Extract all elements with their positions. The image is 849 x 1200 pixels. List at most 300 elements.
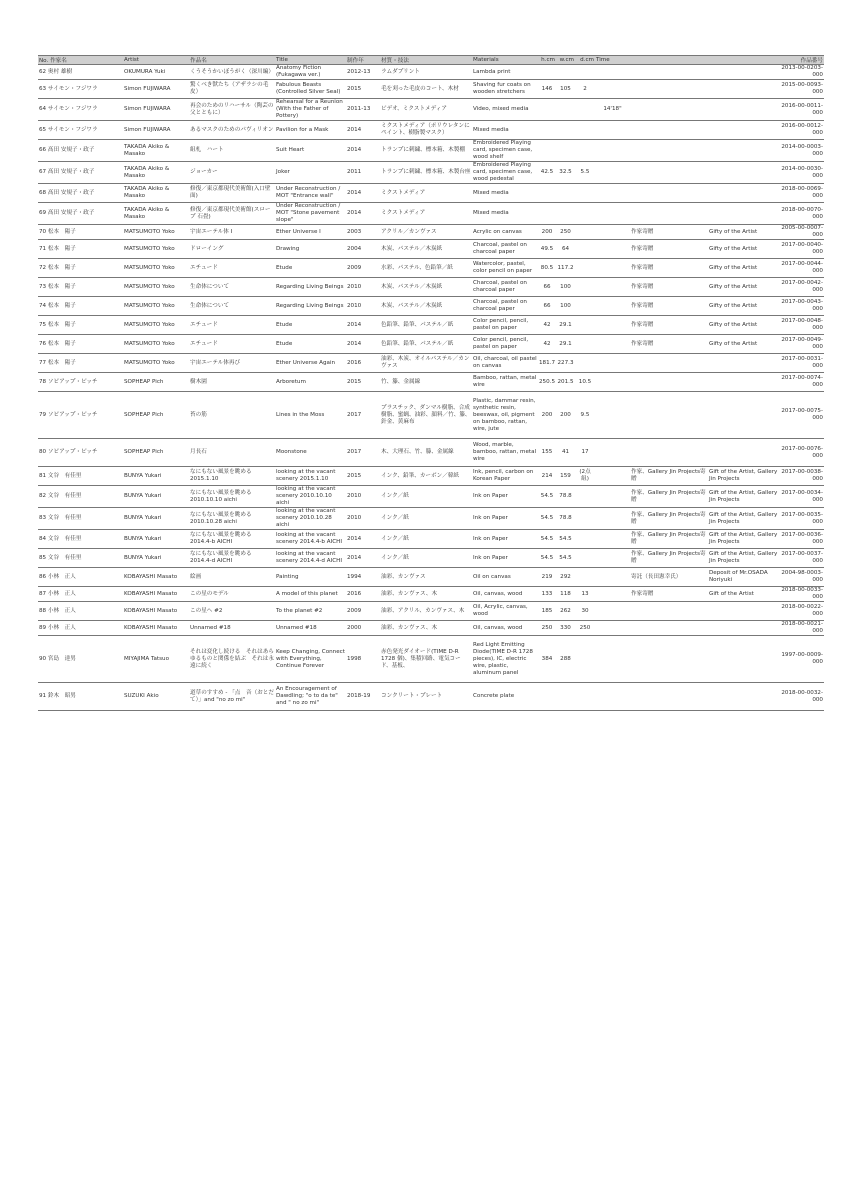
cell-title-en: Under Reconstruction / MOT "Entrance wall": [275, 184, 346, 203]
cell-depth: [575, 184, 595, 203]
cell-year: 2010: [346, 508, 380, 530]
cell-material-en: Ink on Paper: [472, 508, 538, 530]
cell-credit-ja: [630, 184, 708, 203]
cell-credit-en: Gifty of the Artist: [708, 335, 780, 354]
cell-year: 2009: [346, 259, 380, 278]
table-row: [38, 140, 824, 162]
cell-height: 54.5: [538, 549, 556, 568]
cell-time: [595, 259, 630, 278]
cell-depth: 30: [575, 602, 595, 621]
cell-width: 262: [556, 602, 575, 621]
cell-artist: TAKADA Akiko & Masako: [123, 203, 189, 225]
cell-material-en: Charcoal, pastel on charcoal paper: [472, 240, 538, 259]
cell-depth: 250: [575, 621, 595, 636]
cell-work-number: 2018-00-0070-000: [780, 203, 824, 225]
cell-title-en: looking at the vacant scenery 2010.10.10 aichi: [275, 486, 346, 508]
cell-year: 2000: [346, 621, 380, 636]
table-row: [38, 203, 824, 225]
cell-title-en: Pavilion for a Mask: [275, 121, 346, 140]
cell-depth: [575, 99, 595, 121]
cell-material-ja: インク／紙: [380, 486, 472, 508]
cell-height: 214: [538, 467, 556, 486]
cell-title-en: Ether Universe Ⅰ: [275, 225, 346, 240]
cell-title-ja: この星のモデル: [189, 587, 275, 602]
table-row: [38, 80, 824, 99]
cell-height: [538, 99, 556, 121]
cell-width: 54.5: [556, 549, 575, 568]
cell-title-ja: この星へ #2: [189, 602, 275, 621]
cell-title-en: To the planet #2: [275, 602, 346, 621]
cell-material-ja: ミクストメディア（ポリウレタンにペイント、樹脂製マスク）: [380, 121, 472, 140]
cell-width: 201.5: [556, 373, 575, 392]
cell-work-number: 2015-00-0093-000: [780, 80, 824, 99]
cell-work-number: 2017-00-0049-000: [780, 335, 824, 354]
table-row: [38, 621, 824, 636]
cell-no-artist-ja: 86 小林 正人: [38, 568, 123, 587]
cell-year: 2015: [346, 373, 380, 392]
cell-material-en: Color pencil, pencil, pastel on paper: [472, 316, 538, 335]
cell-material-ja: トランプに刺繍、標本箱、木製棚: [380, 140, 472, 162]
cell-credit-en: Deposit of Mr.OSADA Noriyuki: [708, 568, 780, 587]
cell-work-number: 2017-00-0074-000: [780, 373, 824, 392]
cell-material-en: Shaving fur coats on wooden stretchers: [472, 80, 538, 99]
cell-material-ja: 油彩、カンヴァス、木: [380, 621, 472, 636]
cell-title-ja: Unnamed #18: [189, 621, 275, 636]
cell-year: 2016: [346, 354, 380, 373]
cell-work-number: 2017-00-0075-000: [780, 392, 824, 439]
cell-credit-en: Gifty of the Artist: [708, 259, 780, 278]
cell-height: 42.5: [538, 162, 556, 184]
cell-material-en: Oil, charcoal, oil pastel on canvas: [472, 354, 538, 373]
cell-no-artist-ja: 70 松本 陽子: [38, 225, 123, 240]
cell-credit-en: Gifty of the Artist: [708, 225, 780, 240]
cell-time: [595, 203, 630, 225]
table-row: [38, 121, 824, 140]
cell-depth: 2: [575, 80, 595, 99]
cell-height: 219: [538, 568, 556, 587]
cell-year: 2018-19: [346, 683, 380, 711]
cell-no-artist-ja: 89 小林 正人: [38, 621, 123, 636]
cell-material-en: Bamboo, rattan, metal wire: [472, 373, 538, 392]
cell-depth: [575, 225, 595, 240]
cell-time: [595, 140, 630, 162]
cell-no-artist-ja: 83 文谷 有佳里: [38, 508, 123, 530]
cell-work-number: 2018-00-0021-000: [781, 621, 823, 634]
cell-credit-ja: 作家寄贈: [630, 240, 708, 259]
cell-work-number: 2016-00-0011-000: [780, 99, 824, 121]
cell-time: [595, 297, 630, 316]
cell-width: 41: [556, 439, 575, 467]
cell-width: 78.8: [556, 486, 575, 508]
cell-credit-ja: [630, 354, 708, 373]
cell-title-ja: 宇宙エーテル体再び: [189, 354, 275, 373]
cell-time: [595, 240, 630, 259]
cell-time: [595, 549, 630, 568]
cell-material-en: Mixed media: [472, 203, 538, 225]
cell-artist: KOBAYASHI Masato: [123, 621, 189, 636]
cell-width: 330: [556, 621, 575, 636]
cell-credit-ja: [630, 683, 708, 711]
table-row: [38, 278, 824, 297]
cell-title-ja: 絵画: [189, 568, 275, 587]
cell-time: [595, 278, 630, 297]
cell-artist: MATSUMOTO Yoko: [123, 316, 189, 335]
cell-material-ja: 赤色発光ダイオード(TIME D-R 1728 個)、集積回路、電気コード、基板、: [380, 636, 472, 683]
cell-work-number: 2014-00-0003-000: [780, 140, 824, 162]
cell-title-ja: 修復／東京都現代美術館(入口壁面): [189, 184, 275, 203]
cell-depth: [575, 335, 595, 354]
cell-credit-en: [708, 683, 780, 711]
cell-credit-ja: 作家寄贈: [630, 316, 708, 335]
cell-no-artist-ja: 80 ソピアップ・ピッチ: [38, 439, 123, 467]
cell-artist: MATSUMOTO Yoko: [123, 297, 189, 316]
cell-width: 100: [556, 297, 575, 316]
cell-credit-ja: 作家、Gallery Jin Projects寄贈: [630, 467, 708, 486]
cell-depth: [575, 549, 595, 568]
header-work-number: 作品番号: [780, 56, 824, 65]
cell-material-en: Ink on Paper: [472, 530, 538, 549]
cell-width: 29.1: [556, 316, 575, 335]
table-row: [38, 373, 824, 392]
cell-title-ja: なにもない風景を眺める 2015.1.10: [189, 467, 275, 486]
table-row: [38, 316, 824, 335]
table-row: [38, 99, 824, 121]
cell-work-number: 2017-00-0031-000: [780, 354, 824, 373]
cell-artist: SOPHEAP Pich: [123, 373, 189, 392]
cell-year: 2017: [346, 439, 380, 467]
cell-work-number: 2017-00-0036-000: [780, 530, 824, 549]
cell-artist: KOBAYASHI Masato: [123, 568, 189, 587]
cell-title-en: Ether Universe Again: [275, 354, 346, 373]
cell-depth: [575, 486, 595, 508]
cell-material-en: Ink on Paper: [472, 486, 538, 508]
cell-time: [595, 316, 630, 335]
cell-credit-en: Gift of the Artist, Gallery Jin Projects: [708, 467, 780, 486]
cell-credit-ja: [630, 392, 708, 439]
cell-title-en: Regarding Living Beings: [275, 297, 346, 316]
cell-height: [538, 203, 556, 225]
cell-credit-ja: 作家、Gallery Jin Projects寄贈: [630, 508, 708, 530]
cell-work-number: 2017-00-0035-000: [780, 508, 824, 530]
cell-depth: 13: [575, 587, 595, 602]
cell-artist: BUNYA Yukari: [123, 486, 189, 508]
cell-time: [595, 392, 630, 439]
cell-depth: [575, 65, 595, 80]
cell-artist: Simon FUJIWARA: [123, 80, 189, 99]
cell-height: 54.5: [538, 530, 556, 549]
cell-no-artist-ja: 67 髙田 安規子・政子: [38, 162, 123, 184]
cell-work-number: 2017-00-0037-000: [780, 549, 824, 568]
cell-depth: [575, 354, 595, 373]
cell-credit-en: [708, 602, 780, 621]
cell-height: 200: [538, 225, 556, 240]
cell-credit-ja: 作家、Gallery Jin Projects寄贈: [630, 530, 708, 549]
cell-title-ja: 苔の筋: [189, 392, 275, 439]
header-no-artist-ja: No. 作家名: [38, 56, 123, 65]
cell-title-ja: 道草のすすめ - 「点 音（おとだて）」and "no zo mi": [189, 683, 275, 711]
cell-artist: TAKADA Akiko & Masako: [123, 184, 189, 203]
cell-material-ja: ラムダプリント: [380, 65, 472, 80]
cell-title-en: An Encouragement of Dawdling; "o to da te" and " no zo mi": [275, 683, 346, 711]
cell-no-artist-ja: 71 松本 陽子: [38, 240, 123, 259]
cell-height: [538, 683, 556, 711]
cell-height: 54.5: [538, 486, 556, 508]
cell-width: 32.5: [556, 162, 575, 184]
cell-material-ja: 色鉛筆、鉛筆、パステル／紙: [380, 316, 472, 335]
table-row: [38, 354, 824, 373]
cell-width: [556, 184, 575, 203]
cell-material-ja: 木炭、パステル／木炭紙: [380, 278, 472, 297]
cell-title-en: Anatomy Fiction (Fukagawa ver.): [275, 65, 346, 80]
cell-title-en: Suit Heart: [275, 140, 346, 162]
cell-width: 292: [556, 568, 575, 587]
cell-material-ja: コンクリート・プレート: [380, 683, 472, 711]
cell-no-artist-ja: 69 髙田 安規子・政子: [38, 203, 123, 225]
cell-material-ja: 水彩、パステル、色鉛筆／紙: [380, 259, 472, 278]
cell-material-ja: プラスチック、ダンマル樹脂、合成樹脂、蜜蝋、油彩、顔料／竹、籐、針金、黄麻布: [380, 392, 472, 439]
cell-time: [595, 80, 630, 99]
cell-height: [538, 184, 556, 203]
cell-height: 181.7: [538, 354, 556, 373]
cell-work-number: 2017-00-0038-000: [780, 467, 824, 486]
cell-title-ja: 樹木園: [189, 373, 275, 392]
cell-title-ja: 生命体について: [189, 278, 275, 297]
cell-depth: [575, 297, 595, 316]
cell-width: 200: [556, 392, 575, 439]
cell-artist: MATSUMOTO Yoko: [123, 335, 189, 354]
cell-time: [595, 439, 630, 467]
cell-year: 2014: [346, 140, 380, 162]
cell-title-en: Lines in the Moss: [275, 392, 346, 439]
cell-title-en: Etude: [275, 259, 346, 278]
cell-depth: 17: [575, 439, 595, 467]
cell-material-en: Watercolor, pastel, color pencil on paper: [472, 259, 538, 278]
cell-title-ja: 驚くべき獣たち（アザラシの毛皮）: [189, 80, 275, 99]
cell-material-ja: 竹、籐、金属線: [380, 373, 472, 392]
cell-title-en: Keep Changing, Connect with Everything, Continue Forever: [275, 636, 346, 683]
cell-time: [595, 184, 630, 203]
table-row: [38, 549, 824, 568]
cell-material-ja: 油彩、カンヴァス: [380, 568, 472, 587]
cell-work-number: 2018-00-0033-000: [781, 587, 823, 600]
cell-credit-ja: [630, 121, 708, 140]
cell-depth: [575, 683, 595, 711]
cell-title-ja: エチュード: [189, 316, 275, 335]
cell-depth: [575, 140, 595, 162]
cell-credit-en: [708, 439, 780, 467]
cell-credit-ja: [630, 65, 708, 80]
table-row: [38, 683, 824, 711]
cell-width: 250: [556, 225, 575, 240]
cell-title-ja: なにもない風景を眺める 2014.4-d AICHI: [189, 549, 275, 568]
cell-depth: [575, 530, 595, 549]
cell-artist: TAKADA Akiko & Masako: [123, 162, 189, 184]
cell-artist: TAKADA Akiko & Masako: [123, 140, 189, 162]
cell-material-ja: インク、鉛筆、カーボン／韓紙: [380, 467, 472, 486]
cell-depth: [575, 278, 595, 297]
cell-year: 2015: [346, 80, 380, 99]
cell-material-ja: インク／紙: [380, 508, 472, 530]
cell-no-artist-ja: 85 文谷 有佳里: [38, 549, 123, 568]
cell-title-ja: 生命体について: [189, 297, 275, 316]
cell-credit-en: Gift of the Artist, Gallery Jin Projects: [708, 549, 780, 568]
cell-material-ja: インク／紙: [380, 549, 472, 568]
cell-artist: KOBAYASHI Masato: [123, 602, 189, 621]
cell-credit-ja: 作家寄贈: [630, 335, 708, 354]
cell-depth: [575, 316, 595, 335]
cell-no-artist-ja: 79 ソピアップ・ピッチ: [38, 392, 123, 439]
cell-material-ja: トランプに刺繍、標本箱、木製台座: [380, 162, 472, 184]
table-row: [38, 602, 824, 621]
cell-height: 49.5: [538, 240, 556, 259]
table-row: [38, 335, 824, 354]
cell-credit-ja: [630, 602, 708, 621]
cell-depth: 9.5: [575, 392, 595, 439]
cell-credit-en: Gifty of the Artist: [708, 316, 780, 335]
table-row: [38, 530, 824, 549]
cell-artist: MATSUMOTO Yoko: [123, 354, 189, 373]
cell-credit-en: [708, 184, 780, 203]
cell-artist: SOPHEAP Pich: [123, 392, 189, 439]
cell-work-number: 2004-98-0003-000: [780, 568, 824, 587]
cell-artist: MIYAJIMA Tatsuo: [123, 636, 189, 683]
cell-work-number: 1997-00-0009-000: [780, 636, 824, 683]
cell-credit-ja: [630, 636, 708, 683]
cell-material-en: Mixed media: [472, 121, 538, 140]
table-row: [38, 297, 824, 316]
cell-year: 2010: [346, 278, 380, 297]
cell-material-ja: 木炭、パステル／木炭紙: [380, 297, 472, 316]
header-title-en: Title: [275, 56, 346, 65]
cell-height: 146: [538, 80, 556, 99]
header-year: 制作年: [346, 56, 380, 65]
cell-year: 2014: [346, 530, 380, 549]
cell-no-artist-ja: 65 サイモン・フジワラ: [38, 121, 123, 140]
cell-year: 2016: [346, 587, 380, 602]
table-row: [38, 259, 824, 278]
cell-credit-ja: 寄託（長田憲幸氏）: [630, 568, 708, 587]
cell-title-en: looking at the vacant scenery 2010.10.28 aichi: [275, 508, 346, 530]
table-row: [38, 184, 824, 203]
cell-credit-en: Gifty of the Artist: [708, 240, 780, 259]
cell-artist: MATSUMOTO Yoko: [123, 278, 189, 297]
header-artist: Artist: [123, 56, 189, 65]
cell-artist: MATSUMOTO Yoko: [123, 240, 189, 259]
header-credit-ja: [630, 56, 708, 65]
cell-work-number: 2017-00-0034-000: [780, 486, 824, 508]
cell-title-en: Painting: [275, 568, 346, 587]
cell-material-en: Charcoal, pastel on charcoal paper: [472, 278, 538, 297]
cell-title-en: Etude: [275, 316, 346, 335]
cell-credit-en: [708, 162, 780, 184]
cell-material-ja: ビデオ、ミクストメディア: [380, 99, 472, 121]
cell-artist: MATSUMOTO Yoko: [123, 225, 189, 240]
cell-no-artist-ja: 90 宮島 達男: [38, 636, 123, 683]
cell-width: 64: [556, 240, 575, 259]
cell-material-en: Mixed media: [472, 184, 538, 203]
cell-title-ja: くうそうかいぼうがく（深川編）: [189, 65, 275, 80]
cell-artist: MATSUMOTO Yoko: [123, 259, 189, 278]
cell-title-ja: あるマスクのためのパヴィリオン: [189, 121, 275, 140]
cell-title-ja: 月長石: [189, 439, 275, 467]
cell-credit-ja: [630, 140, 708, 162]
cell-title-en: Drawing: [275, 240, 346, 259]
cell-time: [595, 636, 630, 683]
cell-no-artist-ja: 66 髙田 安規子・政子: [38, 140, 123, 162]
cell-credit-ja: [630, 162, 708, 184]
cell-year: 2009: [346, 602, 380, 621]
cell-credit-en: [708, 621, 780, 636]
cell-credit-en: [708, 392, 780, 439]
cell-material-ja: ミクストメディア: [380, 184, 472, 203]
cell-time: [595, 65, 630, 80]
cell-credit-ja: [630, 621, 708, 636]
cell-time: [595, 530, 630, 549]
cell-title-ja: なにもない風景を眺める 2014.4-b AICHI: [189, 530, 275, 549]
cell-height: 384: [538, 636, 556, 683]
cell-time: [595, 354, 630, 373]
cell-work-number: 2018-00-0032-000: [780, 683, 824, 711]
cell-no-artist-ja: 84 文谷 有佳里: [38, 530, 123, 549]
cell-title-ja: 宇宙エーテル体 Ⅰ: [189, 225, 275, 240]
cell-no-artist-ja: 88 小林 正人: [38, 602, 123, 621]
cell-title-en: Under Reconstruction / MOT "Stone pavement slope": [275, 203, 346, 225]
cell-width: [556, 203, 575, 225]
cell-credit-en: [708, 140, 780, 162]
cell-material-en: Video, mixed media: [472, 99, 538, 121]
cell-title-en: looking at the vacant scenery 2014.4-b AICHI: [275, 530, 346, 549]
cell-width: 78.8: [556, 508, 575, 530]
header-credit-en: [708, 56, 780, 65]
cell-credit-ja: [630, 99, 708, 121]
cell-width: 29.1: [556, 335, 575, 354]
cell-credit-ja: 作家寄贈: [630, 587, 708, 602]
cell-title-ja: 修復／東京都現代美術館(スロープ 石畳): [189, 203, 275, 225]
cell-no-artist-ja: 63 サイモン・フジワラ: [38, 80, 123, 99]
cell-depth: 5.5: [575, 162, 595, 184]
cell-time: [595, 621, 630, 636]
cell-credit-en: [708, 373, 780, 392]
table-row: [38, 636, 824, 683]
cell-height: 66: [538, 278, 556, 297]
header-title-ja: 作品名: [189, 56, 275, 65]
cell-artist: Simon FUJIWARA: [123, 121, 189, 140]
cell-title-en: looking at the vacant scenery 2015.1.10: [275, 467, 346, 486]
cell-material-en: Charcoal, pastel on charcoal paper: [472, 297, 538, 316]
cell-year: 2014: [346, 335, 380, 354]
cell-credit-en: Gift of the Artist, Gallery Jin Projects: [708, 530, 780, 549]
cell-credit-ja: 作家寄贈: [630, 225, 708, 240]
cell-depth: [575, 508, 595, 530]
cell-title-ja: なにもない風景を眺める 2010.10.28 aichi: [189, 508, 275, 530]
cell-no-artist-ja: 87 小林 正人: [38, 587, 123, 602]
cell-width: 288: [556, 636, 575, 683]
cell-time: [595, 587, 630, 602]
cell-title-ja: 組札 ハート: [189, 140, 275, 162]
cell-credit-ja: 作家寄贈: [630, 259, 708, 278]
cell-year: 2015: [346, 467, 380, 486]
cell-no-artist-ja: 91 鈴木 昭男: [38, 683, 123, 711]
cell-material-ja: 木、大理石、竹、籐、金属線: [380, 439, 472, 467]
cell-no-artist-ja: 75 松本 陽子: [38, 316, 123, 335]
cell-work-number: 2016-00-0012-000: [780, 121, 824, 140]
cell-material-ja: 油彩、カンヴァス、木: [380, 587, 472, 602]
cell-material-ja: 色鉛筆、鉛筆、パステル／紙: [380, 335, 472, 354]
cell-time: [595, 683, 630, 711]
cell-title-ja: なにもない風景を眺める 2010.10.10 aichi: [189, 486, 275, 508]
cell-material-en: Concrete plate: [472, 683, 538, 711]
cell-year: 2010: [346, 297, 380, 316]
